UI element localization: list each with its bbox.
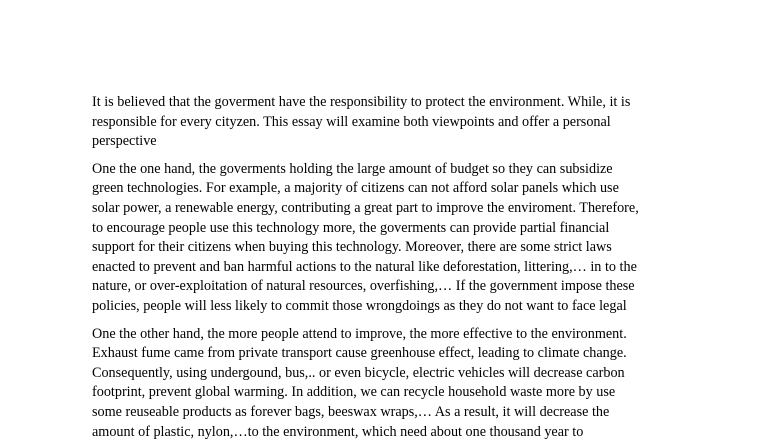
paragraph-line: some reuseable products as forever bags, beeswax wraps,… As a result, it will decrease the <box>92 403 610 420</box>
paragraph-line: nature, or over-exploitation of natural resources, overfishing,… If the government impose these <box>92 278 635 295</box>
paragraph-line: footprint, prevent global warming. In addition, we can recycle household waste more by use <box>92 384 616 401</box>
paragraph-line: enacted to prevent and ban harmful actions to the natural like deforestation, littering,… in to the <box>92 258 637 275</box>
paragraph-individual-role <box>92 325 692 441</box>
paragraph-line: perspective <box>92 133 157 150</box>
paragraph-introduction <box>92 93 692 152</box>
paragraph-line: responsible for every cityzen. This essay will examine both viewpoints and offer a personal <box>92 113 611 130</box>
paragraph-line: One the other hand, the more people attend to improve, the more effective to the environment. <box>92 325 627 342</box>
paragraph-line: One the one hand, the goverments holding the large amount of budget so they can subsidize <box>92 160 613 177</box>
paragraph-line: to encourage people use this technology more, the goverments can provide partial financial <box>92 219 610 236</box>
paragraph-government-role <box>92 160 692 317</box>
paragraph-line: It is believed that the goverment have the responsibility to protect the environment. While, it is <box>92 94 631 110</box>
paragraph-line: amount of plastic, nylon,…to the environment, which need about one thousand year to <box>92 423 584 440</box>
paragraph-line: Consequently, using undergound, bus,.. or even bicycle, electric vehicles will decrease carbon <box>92 364 625 381</box>
paragraph-line: support for their citizens when buying this technology. Moreover, there are some strict laws <box>92 239 612 256</box>
essay-body <box>92 93 692 441</box>
paragraph-line: Exhaust fume came from private transport cause greenhouse effect, leading to climate change. <box>92 345 627 362</box>
paragraph-line: green technologies. For example, a majority of citizens can not afford solar panels which use <box>92 180 619 197</box>
paragraph-line: policies, people will less likely to commit those wrongdoings as they do not want to face legal <box>92 297 627 314</box>
paragraph-line: solar power, a renewable energy, contributing a great part to improve the enviroment. Therefore, <box>92 199 639 216</box>
